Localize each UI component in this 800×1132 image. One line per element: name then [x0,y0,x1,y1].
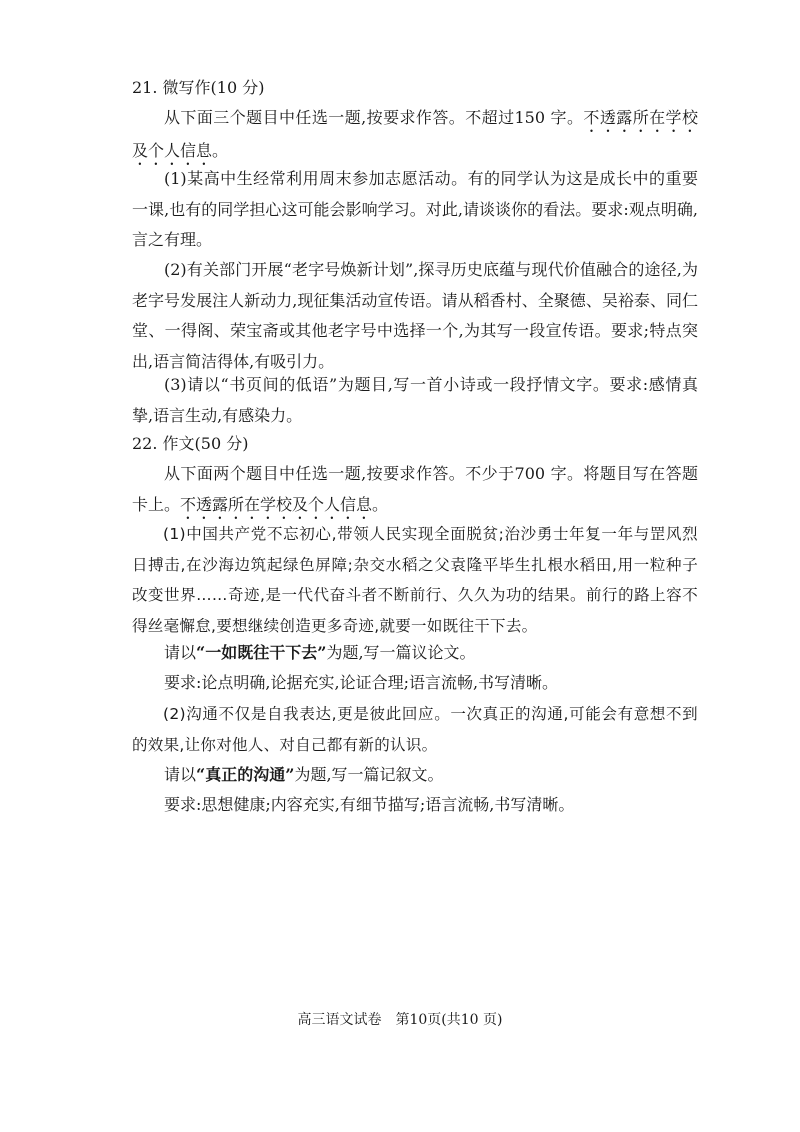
page-footer: 高三语文试卷 第10页(共10 页) [297,1012,503,1028]
q21-heading: 21. 微写作(10 分) [132,78,265,97]
q22-item-1-requirements: 要求:论点明确,论据充实,论证合理;语言流畅,书写清晰。 [164,673,559,692]
q22-intro-text: 从下面两个题目中任选一题,按要求作答。不少于700 字。将题目写在答题卡上。 [132,464,698,514]
q21-item-1: (1)某高中生经常利用周末参加志愿活动。有的同学认为这是成长中的重要一课,也有的同学担心这可能会影响学习。对此,请谈谈你的看法。要求:观点明确,言之有理。 [132,169,698,249]
q22-item-1-prompt [132,638,698,669]
q22-item-2-prompt-post: 为题,写一篇记叙文。 [294,765,444,784]
q22-item-2-material: (2)沟通不仅是自我表达,更是彼此回应。一次真正的沟通,可能会有意想不到的效果,让你对他人、对自己都有新的认识。 [132,705,698,754]
q22-intro-emphasis: 不透露所在学校及个人信息 [180,494,373,514]
q22-item-2-prompt [132,760,698,791]
q22-intro-end: 。 [372,494,389,514]
q22-item-1-title: “一如既往干下去” [196,643,327,662]
q21-item-2: (2)有关部门开展“老字号焕新计划”,探寻历史底蕴与现代价值融合的途径,为老字号发展注人新动力,现征集活动宣传语。请从稻香村、全聚德、吴裕泰、同仁堂、一得阁、荣宝斋或其他老字号中选择一个,为其写一段宣传语。要求;特点突出,语言简洁得体,有吸引力。 [132,260,698,371]
q22-heading: 22. 作文(50 分) [132,434,249,453]
q22-intro [132,459,698,523]
q22-item-1-prompt-pre: 请以 [164,643,197,662]
q21-intro-end: 。 [212,141,229,160]
q21-intro-emphasis: 不透露所在学校及个人信息 [132,108,698,160]
q22-item-2-prompt-pre: 请以 [164,765,197,784]
q22-item-1-material: (1)中国共产党不忘初心,带领人民实现全面脱贫;治沙勇士年复一年与罡风烈日搏击,在沙海边筑起绿色屏障;杂交水稻之父袁隆平毕生扎根水稻田,用一粒种子改变世界……奇迹,是一代代奋斗者不断前行、久久为功的结果。前行的路上容不得丝毫懈怠,要想继续创造更多奇迹,就要一如既往干下去。 [132,525,698,635]
q22-item-2-title: “真正的沟通” [196,765,295,784]
q22-item-2-requirements: 要求:思想健康;内容充实,有细节描写;语言流畅,书写清晰。 [164,795,575,814]
q21-item-3: (3)请以“书页间的低语”为题目,写一首小诗或一段抒情文字。要求:感情真挚,语言生动,有感染力。 [132,375,698,425]
q21-intro-text: 从下面三个题目中任选一题,按要求作答。不超过150 字。 [164,108,584,127]
q21-intro [132,103,698,169]
q22-item-1-prompt-post: 为题,写一篇议论文。 [326,643,476,662]
